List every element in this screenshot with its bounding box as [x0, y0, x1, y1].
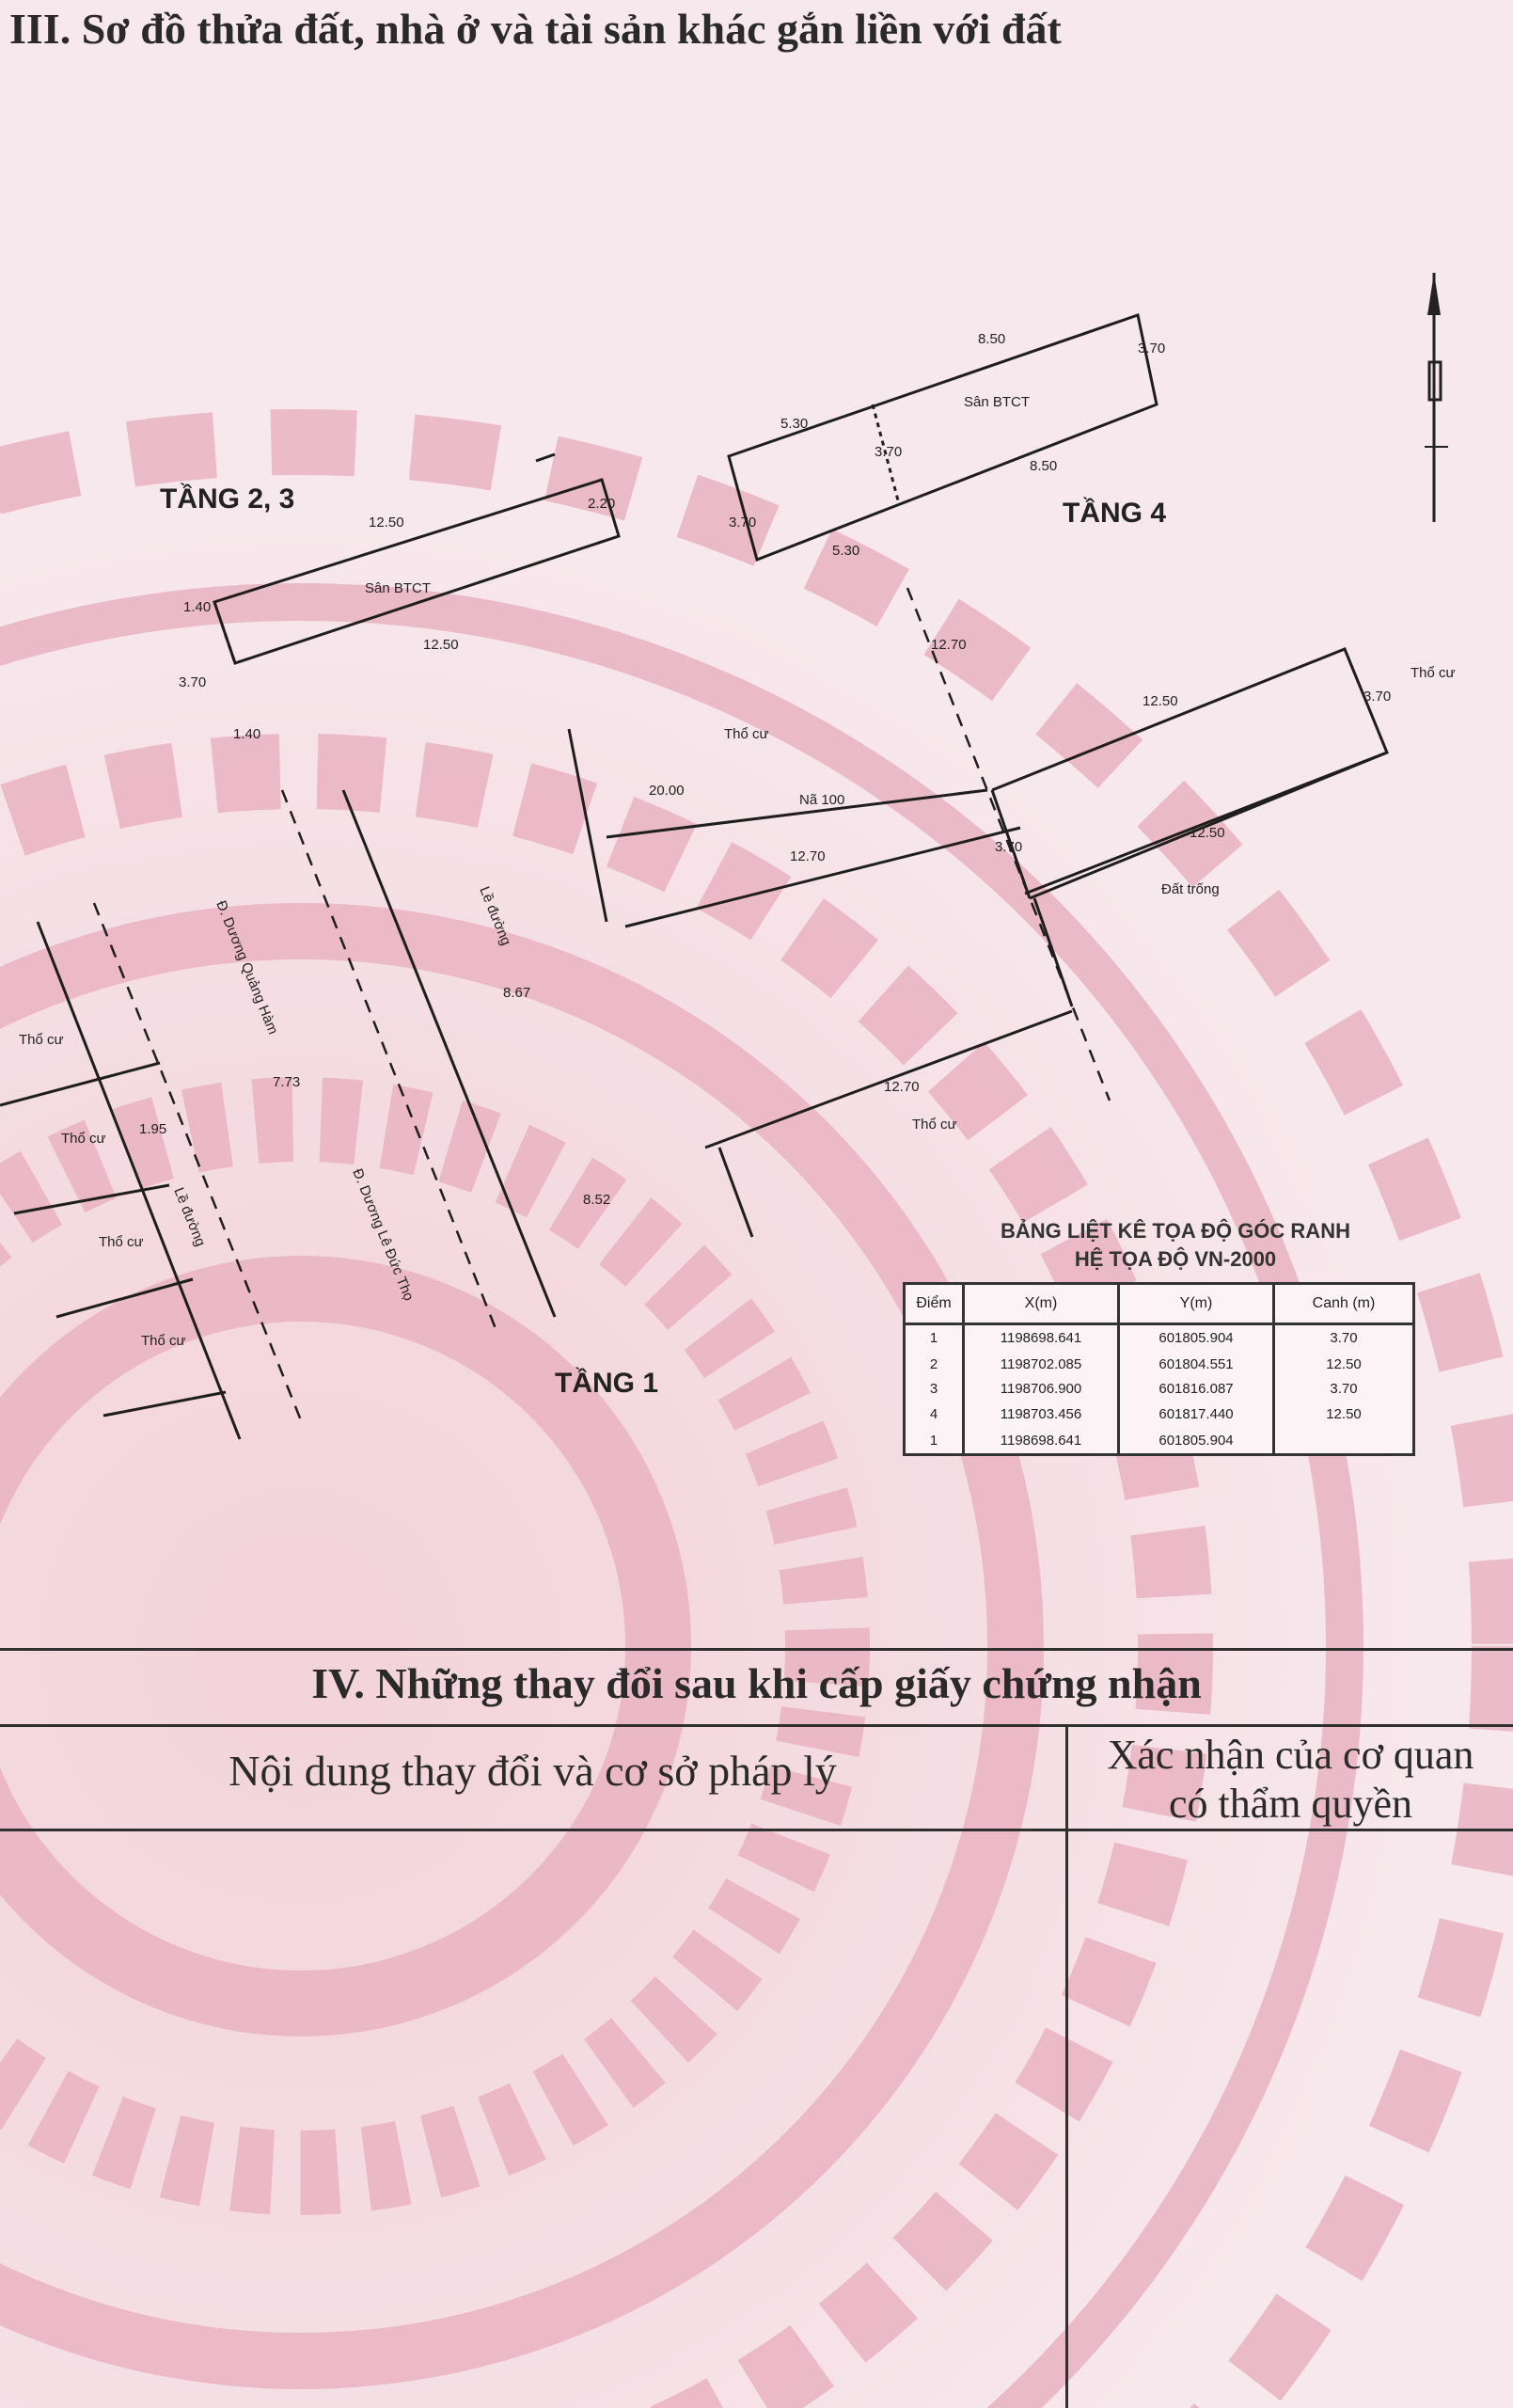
road-label: Lề đường [170, 1185, 209, 1249]
floor-23-label: Sân BTCT [365, 580, 432, 596]
coord-table [903, 1282, 1415, 1456]
floor-4-dim: 5.30 [780, 416, 809, 432]
col-header: Y(m) [1119, 1284, 1274, 1324]
table-row: 4 1198703.456 601817.440 12.50 [905, 1402, 1414, 1427]
nearby-label: Thổ cư [61, 1131, 106, 1147]
table-row: 3 1198706.900 601816.087 3.70 [905, 1377, 1414, 1402]
nearby-label: Thổ cư [99, 1234, 144, 1250]
floor-23-dim: 2.20 [588, 496, 616, 512]
floor-1-dim: 20.00 [649, 783, 685, 799]
floor-4-heading: TẦNG 4 [1063, 498, 1167, 529]
floor-1-dim: 3.70 [995, 839, 1023, 855]
authority-column-header [1068, 1731, 1513, 1829]
table-row: 1 1198698.641 601805.904 [905, 1427, 1414, 1454]
floor-1-dim: 12.70 [931, 637, 967, 653]
floor-4-dim: 5.30 [832, 543, 860, 559]
floor-23-dim: 12.50 [369, 515, 404, 531]
floor-4-dim: 8.50 [978, 331, 1006, 347]
floor-4-dim: 3.70 [1138, 341, 1166, 356]
floor-1-heading: TẦNG 1 [555, 1368, 659, 1399]
floor-23-dim: 3.70 [179, 674, 207, 690]
section4-title: IV. Những thay đổi sau khi cấp giấy chứng nhận [311, 1659, 1202, 1707]
divider [0, 1829, 1513, 1831]
floor-23-dim: 1.40 [233, 726, 261, 742]
floor-4-dim: 8.50 [1030, 458, 1058, 474]
authority-header-line: Xác nhận của cơ quan [1107, 1732, 1474, 1778]
floor-1-dim: 12.50 [1143, 693, 1178, 709]
nearby-label: Thổ cư [19, 1032, 64, 1048]
table-row: 1 1198698.641 601805.904 3.70 [905, 1324, 1414, 1352]
divider [0, 1648, 1513, 1651]
road-dim: 1.95 [139, 1121, 167, 1137]
floor-1-dim: 12.50 [1190, 825, 1225, 841]
road-label: Lề đường [476, 884, 514, 948]
authority-header-line: có thẩm quyền [1168, 1781, 1413, 1827]
floor-23-dim: 1.40 [183, 599, 212, 615]
floor-1-dim: 12.70 [790, 848, 826, 864]
nearby-label: Thổ cư [724, 726, 769, 742]
road-dim: 8.52 [583, 1192, 611, 1208]
floor-4-label: Sân BTCT [964, 394, 1031, 410]
col-header: X(m) [964, 1284, 1119, 1324]
floor-23-dim: 12.50 [423, 637, 459, 653]
changes-column-header: Nội dung thay đổi và cơ sở pháp lý [229, 1747, 837, 1795]
nearby-label: Thổ cư [912, 1117, 957, 1133]
col-header: Điểm [905, 1284, 964, 1324]
floor-1-dim: 3.70 [1363, 689, 1392, 705]
road-label: Đ. Dương Lê Đức Thọ [349, 1166, 418, 1304]
floor-4-dim: 3.70 [875, 444, 903, 460]
coord-table-subtitle: HỆ TỌA ĐỘ VN-2000 [1074, 1247, 1277, 1271]
nearby-label: Thổ cư [141, 1333, 186, 1349]
road-label: Đ. Dương Quảng Hàm [213, 898, 281, 1038]
section3-title: III. Sơ đồ thửa đất, nhà ở và tài sản khác gắn liền với đất [9, 5, 1062, 53]
coord-table-title: BẢNG LIỆT KÊ TỌA ĐỘ GÓC RANH [1001, 1219, 1350, 1243]
north-arrow-icon [1420, 268, 1467, 531]
nearby-label: Thổ cư [1411, 665, 1456, 681]
lot-number: Nã 100 [799, 792, 845, 808]
floor-23-heading: TẦNG 2, 3 [160, 483, 295, 515]
divider [0, 1724, 1513, 1727]
col-header: Canh (m) [1274, 1284, 1414, 1324]
road-dim: 7.73 [273, 1074, 301, 1090]
road-dim: 8.67 [503, 985, 531, 1001]
floor-1-dim: 12.70 [884, 1079, 920, 1095]
table-row: 2 1198702.085 601804.551 12.50 [905, 1352, 1414, 1377]
empty-land-label: Đất trống [1161, 881, 1220, 897]
floor-4-dim: 3.70 [729, 515, 757, 531]
